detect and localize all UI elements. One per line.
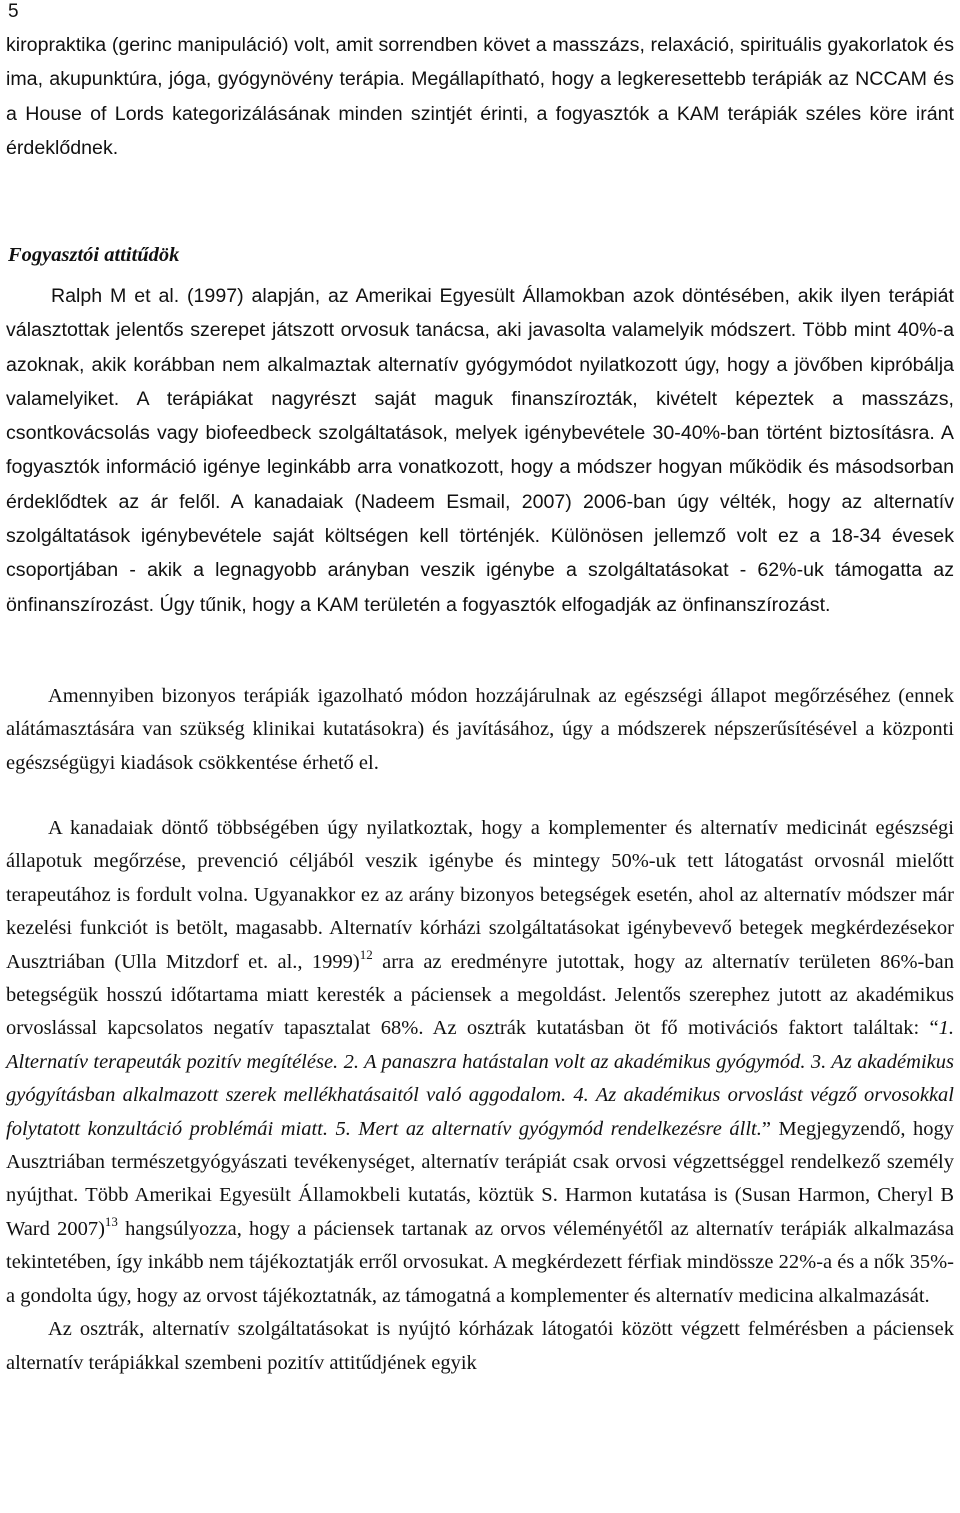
paragraph-3-part-4: hangsúlyozza, hogy a páciensek tartanak az orvos véleményétől az alternatív terápiák alkalmazása tekintetében, így inkább nem tájékoztatják erről orvosukat. A megkérdezett férfiak mindössze 22%-a és a nők 35%-a gondolta úgy, hogy az orvost tájékoztatnák, az támogatná a komplementer és alternatív medicina alkalmazását. bbox=[6, 1217, 954, 1307]
paragraph-1-body: (1997) alapján, az Amerikai Egyesült Államokban azok döntésében, akik ilyen terápiát választottak jelentős szerepet játszott orvosuk tanácsa, aki javasolta valamelyik módszert. Több mint 40%-a azoknak, akik korábban nem alkalmaztak alternatív gyógymódot nyilatkozott úgy, hogy a jövőben kipróbálja valamelyiket. A terápiákat nagyrészt saját maguk finanszírozták, kivételt képeztek a masszázs, csontkovácsolás vagy biofeedbeck szolgáltatások, melyek igénybevétele 30-40%-ban történt biztosításra. A fogyasztók információ igénye leginkább arra vonatkozott, hogy a módszer hogyan működik és másodsorban érdeklődtek az ár felől. A kanadaiak (Nadeem Esmail, 2007) 2006-ban úgy vélték, hogy az alternatív szolgáltatások igénybevétele saját költségen kell történjék. Különösen jellemző volt ez a 18-34 évesek csoportjában - akik a legnagyobb arányban veszik igénybe a szolgáltatásokat - 62%-uk támogatta az önfinanszírozást. Úgy tűnik, hogy a KAM területén a fogyasztók elfogadják az önfinanszírozást. bbox=[6, 285, 954, 616]
paragraph-3 bbox=[6, 812, 954, 1313]
motivation-factors-quote: 1. Alternatív terapeuták pozitív megítélése. 2. A panaszra hatástalan volt az akadémikus gyógymód. 3. Az akadémikus gyógyításban alkalmazott szerek mellékhatásaitól való aggodalom. 4. Az akadémikus orvoslást végző orvosokkal folytatott konzultáció problémái miatt. 5. Mert az alternatív gyógymód rendelkezésre állt. bbox=[6, 1017, 954, 1140]
intro-text: kiropraktika (gerinc manipuláció) volt, amit sorrendben követ a masszázs, relaxáció, spirituális gyakorlatok és ima, akupunktúra, jóga, gyógynövény terápia. Megállapítható, hogy a legkeresettebb terápiák az NCCAM és a House of Lords kategorizálásának minden szintjét érinti, a fogyasztók a KAM terápiák széles köre iránt érdeklődnek. bbox=[6, 34, 954, 159]
paragraph-3-part-3: ” Megjegyzendő, hogy Ausztriában természetgyógyászati tevékenységet, alternatív terápiát csak orvosi végzettséggel rendelkező személy nyújthat. Több Amerikai Egyesült Államokbeli kutatás, köztük S. Harmon kutatása is (Susan Harmon, Cheryl B Ward 2007) bbox=[6, 1117, 954, 1240]
page-number: 5 bbox=[8, 1, 19, 22]
section-heading: Fogyasztói attitűdök bbox=[8, 244, 180, 266]
paragraph-health-spending bbox=[6, 680, 954, 780]
paragraph-consumer-attitudes bbox=[6, 279, 954, 622]
footnote-ref-13: 13 bbox=[104, 1213, 118, 1229]
paragraph-1 bbox=[6, 279, 954, 622]
paragraph-2: Amennyiben bizonyos terápiák igazolható módon hozzájárulnak az egészségi állapot megőrzéséhez (ennek alátámasztására van szükség klinikai kutatásokra) és javításához, úgy a módszerek népszerűsítésével a központi egészségügyi kiadások csökkentése érhető el. bbox=[6, 685, 954, 774]
paragraph-3-part-1: A kanadaiak döntő többségében úgy nyilatkoztak, hogy a komplementer és alternatív medicinát egészségi állapotuk megőrzése, prevenció céljából veszik igénybe és mintegy 50%-uk tett látogatást orvosnál mielőtt terapeutához is fordult volna. Ugyanakkor ez az arány bizonyos betegségek esetén, ahol az alternatív módszer már kezelési funkciót is betölt, magasabb. Alternatív kórházi szolgáltatásokat igénybevevő betegek megkérdezésekor Ausztriában (Ulla Mitzdorf et. al., 1999) bbox=[6, 817, 954, 973]
citation-lead: Ralph M et al. bbox=[51, 285, 180, 307]
intro-paragraph bbox=[6, 28, 954, 165]
footnote-ref-12: 12 bbox=[359, 946, 373, 962]
paragraph-canadian-austrian bbox=[6, 812, 954, 1380]
paragraph-4: Az osztrák, alternatív szolgáltatásokat is nyújtó kórházak látogatói között végzett felmérésben a páciensek alternatív terápiákkal szembeni pozitív attitűdjének egyik bbox=[6, 1318, 954, 1374]
paragraph-3-part-2: arra az eredményre jutottak, hogy az alternatív területen 86%-ban betegségük hosszú időtartama miatt keresték a páciensek a megoldást. Jelentős szerephez jutott az akadémikus orvoslással kapcsolatos negatív tapasztalat 68%. Az osztrák kutatásban öt fő motivációs faktort találtak: “ bbox=[6, 950, 954, 1040]
